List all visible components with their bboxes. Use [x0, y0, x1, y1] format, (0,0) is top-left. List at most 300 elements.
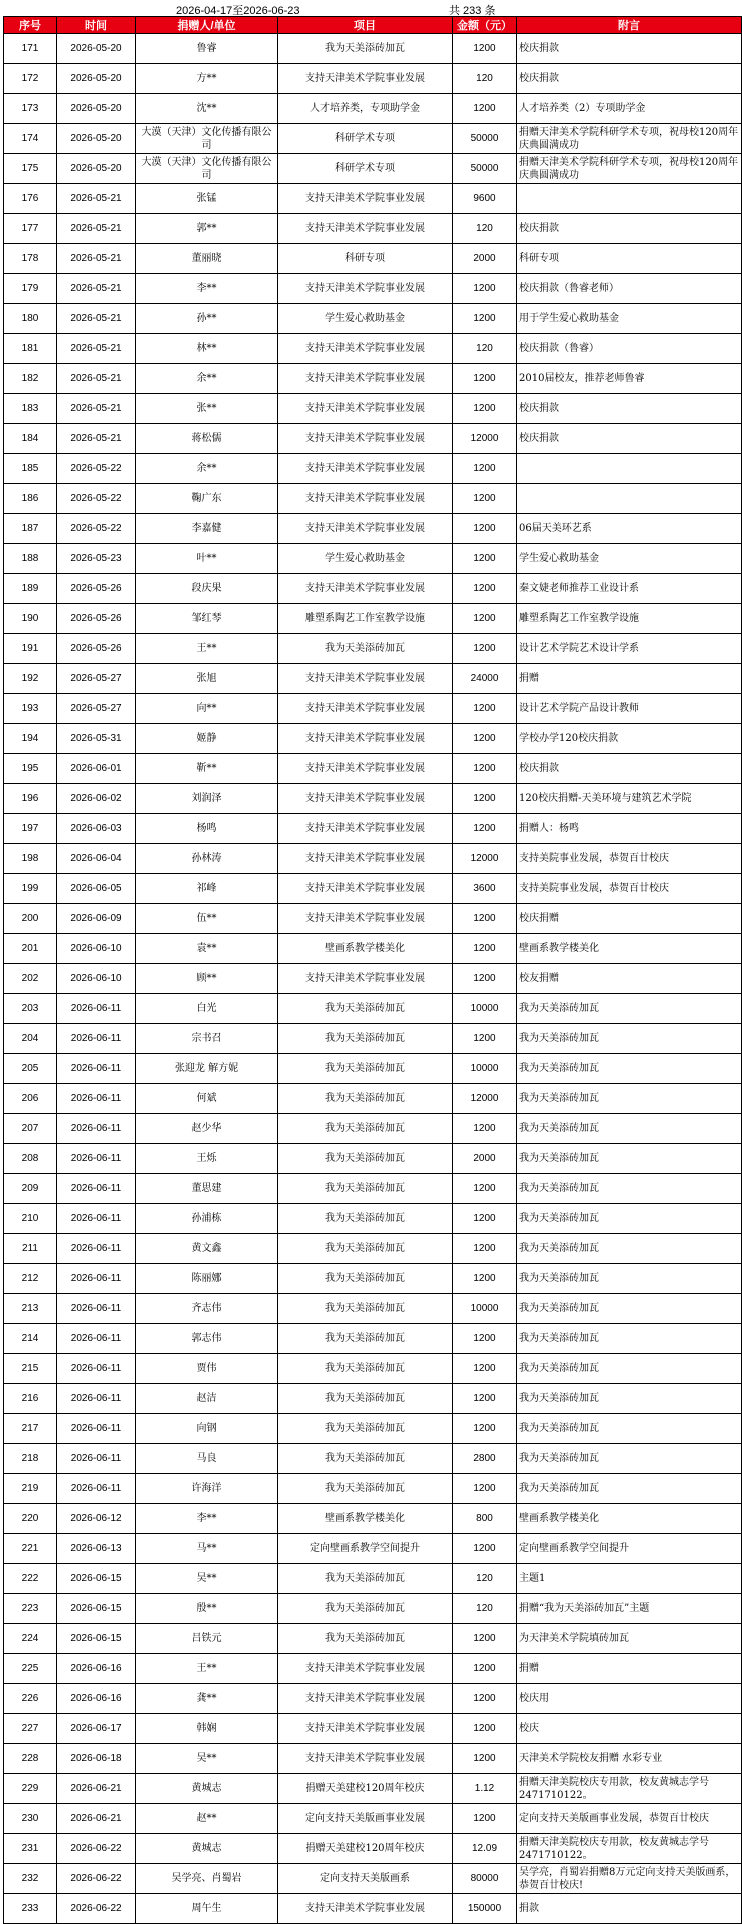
- cell-date: 2026-06-11: [57, 1054, 136, 1084]
- cell-note: 校庆捐款（鲁睿老师）: [517, 274, 742, 304]
- cell-date: 2026-06-16: [57, 1654, 136, 1684]
- cell-project: 支持天津美术学院事业发展: [278, 484, 453, 514]
- table-row: [4, 1474, 742, 1504]
- cell-project: 定向壁画系教学空间提升: [278, 1534, 453, 1564]
- cell-donor: 龚**: [136, 1684, 278, 1714]
- cell-note: [517, 184, 742, 214]
- cell-note: 我为天美添砖加瓦: [517, 1144, 742, 1174]
- table-row: [4, 1264, 742, 1294]
- cell-amount: 1200: [453, 1534, 517, 1564]
- cell-note: 我为天美添砖加瓦: [517, 1474, 742, 1504]
- table-row: [4, 34, 742, 64]
- cell-amount: 1200: [453, 1234, 517, 1264]
- cell-project: 支持天津美术学院事业发展: [278, 1894, 453, 1924]
- table-row: [4, 784, 742, 814]
- cell-index: 184: [4, 424, 57, 454]
- cell-note: 学校办学120校庆捐款: [517, 724, 742, 754]
- cell-amount: 1200: [453, 1804, 517, 1834]
- cell-index: 181: [4, 334, 57, 364]
- cell-project: 支持天津美术学院事业发展: [278, 874, 453, 904]
- cell-index: 191: [4, 634, 57, 664]
- cell-note: 设计艺术学院产品设计教师: [517, 694, 742, 724]
- cell-date: 2026-05-21: [57, 424, 136, 454]
- cell-donor: 伍**: [136, 904, 278, 934]
- cell-note: 校友捐赠: [517, 964, 742, 994]
- cell-project: 支持天津美术学院事业发展: [278, 454, 453, 484]
- table-row: [4, 244, 742, 274]
- cell-note: 学生爱心救助基金: [517, 544, 742, 574]
- cell-index: 187: [4, 514, 57, 544]
- cell-project: 支持天津美术学院事业发展: [278, 394, 453, 424]
- cell-date: 2026-06-22: [57, 1834, 136, 1864]
- cell-donor: 何斌: [136, 1084, 278, 1114]
- cell-donor: 刘润泽: [136, 784, 278, 814]
- cell-project: 我为天美添砖加瓦: [278, 1294, 453, 1324]
- cell-amount: 1200: [453, 1204, 517, 1234]
- cell-donor: 段庆果: [136, 574, 278, 604]
- cell-donor: 李**: [136, 274, 278, 304]
- cell-donor: 向钢: [136, 1414, 278, 1444]
- cell-index: 219: [4, 1474, 57, 1504]
- cell-note: 校庆用: [517, 1684, 742, 1714]
- cell-index: 195: [4, 754, 57, 784]
- cell-amount: 10000: [453, 1054, 517, 1084]
- table-row: [4, 634, 742, 664]
- table-row: [4, 1864, 742, 1894]
- cell-date: 2026-05-27: [57, 664, 136, 694]
- cell-donor: 齐志伟: [136, 1294, 278, 1324]
- cell-project: 支持天津美术学院事业发展: [278, 814, 453, 844]
- cell-project: 科研专项: [278, 244, 453, 274]
- cell-date: 2026-05-26: [57, 634, 136, 664]
- cell-project: 我为天美添砖加瓦: [278, 1024, 453, 1054]
- cell-date: 2026-06-11: [57, 1384, 136, 1414]
- cell-project: 支持天津美术学院事业发展: [278, 844, 453, 874]
- date-range: 2026-04-17至2026-06-23: [176, 5, 300, 17]
- cell-date: 2026-06-11: [57, 1354, 136, 1384]
- cell-index: 200: [4, 904, 57, 934]
- cell-note: 我为天美添砖加瓦: [517, 1114, 742, 1144]
- cell-donor: 叶**: [136, 544, 278, 574]
- cell-amount: 1200: [453, 544, 517, 574]
- table-row: [4, 694, 742, 724]
- cell-project: 支持天津美术学院事业发展: [278, 754, 453, 784]
- cell-note: 吴学亮，肖蜀岩捐赠8万元定向支持天美版画系，恭贺百廿校庆!: [517, 1864, 742, 1894]
- table-row: [4, 1894, 742, 1924]
- cell-donor: 余**: [136, 364, 278, 394]
- cell-date: 2026-06-11: [57, 1264, 136, 1294]
- cell-index: 210: [4, 1204, 57, 1234]
- cell-amount: 1200: [453, 754, 517, 784]
- cell-amount: 120: [453, 64, 517, 94]
- cell-index: 229: [4, 1774, 57, 1804]
- cell-amount: 1200: [453, 1024, 517, 1054]
- cell-date: 2026-06-09: [57, 904, 136, 934]
- table-row: [4, 1234, 742, 1264]
- cell-note: 支持美院事业发展，恭贺百廿校庆: [517, 844, 742, 874]
- cell-index: 214: [4, 1324, 57, 1354]
- table-row: [4, 1324, 742, 1354]
- cell-index: 174: [4, 124, 57, 154]
- table-row: [4, 364, 742, 394]
- table-row: [4, 724, 742, 754]
- cell-amount: 12000: [453, 844, 517, 874]
- cell-note: 主题1: [517, 1564, 742, 1594]
- cell-donor: 孙浦栋: [136, 1204, 278, 1234]
- cell-amount: 1200: [453, 1174, 517, 1204]
- cell-index: 197: [4, 814, 57, 844]
- cell-donor: 张**: [136, 394, 278, 424]
- cell-project: 支持天津美术学院事业发展: [278, 214, 453, 244]
- cell-project: 学生爱心救助基金: [278, 304, 453, 334]
- table-row: [4, 394, 742, 424]
- cell-note: 捐赠: [517, 1654, 742, 1684]
- table-row: [4, 1564, 742, 1594]
- table-row: [4, 964, 742, 994]
- cell-project: 支持天津美术学院事业发展: [278, 964, 453, 994]
- cell-amount: 120: [453, 1594, 517, 1624]
- table-row: [4, 1084, 742, 1114]
- cell-date: 2026-05-21: [57, 394, 136, 424]
- cell-date: 2026-05-21: [57, 274, 136, 304]
- cell-project: 支持天津美术学院事业发展: [278, 574, 453, 604]
- cell-index: 196: [4, 784, 57, 814]
- cell-note: 捐赠人：杨鸣: [517, 814, 742, 844]
- cell-project: 支持天津美术学院事业发展: [278, 364, 453, 394]
- cell-amount: 1200: [453, 1354, 517, 1384]
- cell-donor: 杨鸣: [136, 814, 278, 844]
- cell-amount: 50000: [453, 124, 517, 154]
- cell-index: 207: [4, 1114, 57, 1144]
- cell-date: 2026-06-15: [57, 1594, 136, 1624]
- cell-amount: 1200: [453, 274, 517, 304]
- cell-note: 我为天美添砖加瓦: [517, 1384, 742, 1414]
- cell-index: 190: [4, 604, 57, 634]
- cell-date: 2026-06-21: [57, 1804, 136, 1834]
- cell-date: 2026-06-04: [57, 844, 136, 874]
- cell-amount: 10000: [453, 994, 517, 1024]
- cell-project: 支持天津美术学院事业发展: [278, 1654, 453, 1684]
- cell-donor: 吴**: [136, 1744, 278, 1774]
- cell-note: 校庆捐款: [517, 64, 742, 94]
- cell-date: 2026-06-11: [57, 994, 136, 1024]
- cell-amount: 1200: [453, 1264, 517, 1294]
- table-row: [4, 604, 742, 634]
- cell-donor: 张迎龙 解方妮: [136, 1054, 278, 1084]
- cell-project: 支持天津美术学院事业发展: [278, 184, 453, 214]
- cell-index: 230: [4, 1804, 57, 1834]
- cell-note: 我为天美添砖加瓦: [517, 1234, 742, 1264]
- cell-donor: 马**: [136, 1534, 278, 1564]
- table-row: [4, 994, 742, 1024]
- cell-amount: 150000: [453, 1894, 517, 1924]
- column-header-note: 附言: [517, 17, 742, 34]
- table-row: [4, 934, 742, 964]
- cell-index: 227: [4, 1714, 57, 1744]
- cell-index: 220: [4, 1504, 57, 1534]
- cell-amount: 1200: [453, 394, 517, 424]
- cell-donor: 顾**: [136, 964, 278, 994]
- cell-donor: 大漠（天津）文化传播有限公司: [136, 124, 278, 154]
- cell-amount: 50000: [453, 154, 517, 184]
- cell-date: 2026-06-11: [57, 1084, 136, 1114]
- cell-note: 我为天美添砖加瓦: [517, 1264, 742, 1294]
- cell-amount: 3600: [453, 874, 517, 904]
- cell-project: 我为天美添砖加瓦: [278, 1144, 453, 1174]
- cell-project: 支持天津美术学院事业发展: [278, 664, 453, 694]
- cell-index: 176: [4, 184, 57, 214]
- cell-index: 172: [4, 64, 57, 94]
- cell-project: 我为天美添砖加瓦: [278, 1264, 453, 1294]
- cell-amount: 9600: [453, 184, 517, 214]
- cell-project: 支持天津美术学院事业发展: [278, 514, 453, 544]
- cell-project: 我为天美添砖加瓦: [278, 634, 453, 664]
- column-header-donor: 捐赠人/单位: [136, 17, 278, 34]
- cell-note: 校庆: [517, 1714, 742, 1744]
- cell-index: 225: [4, 1654, 57, 1684]
- cell-amount: 1200: [453, 1624, 517, 1654]
- cell-project: 我为天美添砖加瓦: [278, 1564, 453, 1594]
- cell-index: 221: [4, 1534, 57, 1564]
- cell-donor: 姬静: [136, 724, 278, 754]
- cell-amount: 1200: [453, 34, 517, 64]
- cell-project: 我为天美添砖加瓦: [278, 1474, 453, 1504]
- cell-index: 185: [4, 454, 57, 484]
- cell-index: 224: [4, 1624, 57, 1654]
- cell-project: 支持天津美术学院事业发展: [278, 904, 453, 934]
- cell-amount: 800: [453, 1504, 517, 1534]
- cell-index: 218: [4, 1444, 57, 1474]
- cell-amount: 12.09: [453, 1834, 517, 1864]
- table-row: [4, 1834, 742, 1864]
- table-row: [4, 904, 742, 934]
- cell-amount: 1200: [453, 484, 517, 514]
- cell-date: 2026-05-20: [57, 64, 136, 94]
- cell-note: [517, 454, 742, 484]
- cell-note: 捐赠“我为天美添砖加瓦”主题: [517, 1594, 742, 1624]
- cell-donor: 赵**: [136, 1804, 278, 1834]
- cell-date: 2026-06-10: [57, 934, 136, 964]
- cell-note: 校庆捐款: [517, 424, 742, 454]
- cell-index: 202: [4, 964, 57, 994]
- cell-project: 支持天津美术学院事业发展: [278, 784, 453, 814]
- table-row: [4, 1594, 742, 1624]
- cell-date: 2026-06-12: [57, 1504, 136, 1534]
- table-row: [4, 1774, 742, 1804]
- cell-donor: 袁**: [136, 934, 278, 964]
- table-row: [4, 1114, 742, 1144]
- cell-project: 科研学术专项: [278, 124, 453, 154]
- cell-note: 我为天美添砖加瓦: [517, 994, 742, 1024]
- cell-donor: 董丽晓: [136, 244, 278, 274]
- cell-donor: 吴**: [136, 1564, 278, 1594]
- cell-project: 定向支持天美版画系: [278, 1864, 453, 1894]
- cell-donor: 李**: [136, 1504, 278, 1534]
- table-row: [4, 664, 742, 694]
- cell-donor: 郭**: [136, 214, 278, 244]
- cell-donor: 韩娴: [136, 1714, 278, 1744]
- cell-date: 2026-06-18: [57, 1744, 136, 1774]
- cell-index: 226: [4, 1684, 57, 1714]
- table-row: [4, 1804, 742, 1834]
- donation-table: [3, 16, 742, 1924]
- cell-donor: 殷**: [136, 1594, 278, 1624]
- cell-note: 捐赠: [517, 664, 742, 694]
- cell-project: 我为天美添砖加瓦: [278, 1054, 453, 1084]
- cell-amount: 120: [453, 214, 517, 244]
- cell-donor: 鲁睿: [136, 34, 278, 64]
- cell-project: 我为天美添砖加瓦: [278, 1204, 453, 1234]
- table-row: [4, 814, 742, 844]
- cell-index: 182: [4, 364, 57, 394]
- cell-date: 2026-06-11: [57, 1324, 136, 1354]
- cell-amount: 1200: [453, 934, 517, 964]
- cell-note: 校庆捐款: [517, 34, 742, 64]
- cell-note: 我为天美添砖加瓦: [517, 1294, 742, 1324]
- cell-project: 支持天津美术学院事业发展: [278, 1684, 453, 1714]
- cell-project: 我为天美添砖加瓦: [278, 994, 453, 1024]
- cell-date: 2026-06-11: [57, 1174, 136, 1204]
- cell-amount: 24000: [453, 664, 517, 694]
- cell-date: 2026-06-11: [57, 1024, 136, 1054]
- table-row: [4, 1654, 742, 1684]
- cell-project: 我为天美添砖加瓦: [278, 1594, 453, 1624]
- cell-note: 校庆捐款: [517, 214, 742, 244]
- cell-note: 设计艺术学院艺术设计学系: [517, 634, 742, 664]
- cell-note: 我为天美添砖加瓦: [517, 1054, 742, 1084]
- table-row: [4, 154, 742, 184]
- table-row: [4, 1054, 742, 1084]
- cell-project: 支持天津美术学院事业发展: [278, 274, 453, 304]
- cell-date: 2026-06-15: [57, 1624, 136, 1654]
- cell-index: 192: [4, 664, 57, 694]
- cell-amount: 1200: [453, 454, 517, 484]
- cell-project: 我为天美添砖加瓦: [278, 1324, 453, 1354]
- cell-note: 捐赠天津美术学院科研学术专项，祝母校120周年庆典圆满成功: [517, 154, 742, 184]
- table-row: [4, 184, 742, 214]
- table-row: [4, 1024, 742, 1054]
- cell-note: 支持美院事业发展，恭贺百廿校庆: [517, 874, 742, 904]
- cell-amount: 10000: [453, 1294, 517, 1324]
- table-row: [4, 1384, 742, 1414]
- table-row: [4, 874, 742, 904]
- cell-donor: 蒋松儒: [136, 424, 278, 454]
- cell-donor: 王**: [136, 634, 278, 664]
- cell-project: 我为天美添砖加瓦: [278, 1084, 453, 1114]
- cell-project: 我为天美添砖加瓦: [278, 34, 453, 64]
- table-row: [4, 1624, 742, 1654]
- cell-date: 2026-05-22: [57, 454, 136, 484]
- cell-index: 212: [4, 1264, 57, 1294]
- cell-note: 捐赠天津美院校庆专用款，校友黄城志学号2471710122。: [517, 1834, 742, 1864]
- table-row: [4, 64, 742, 94]
- cell-note: 校庆捐款: [517, 394, 742, 424]
- cell-project: 支持天津美术学院事业发展: [278, 694, 453, 724]
- table-row: [4, 1744, 742, 1774]
- cell-project: 支持天津美术学院事业发展: [278, 334, 453, 364]
- cell-date: 2026-06-10: [57, 964, 136, 994]
- cell-note: 为天津美术学院填砖加瓦: [517, 1624, 742, 1654]
- table-row: [4, 844, 742, 874]
- cell-note: 捐赠天津美术学院科研学术专项，祝母校120周年庆典圆满成功: [517, 124, 742, 154]
- cell-amount: 1200: [453, 964, 517, 994]
- cell-date: 2026-06-11: [57, 1444, 136, 1474]
- cell-donor: 王烁: [136, 1144, 278, 1174]
- column-header-project: 项目: [278, 17, 453, 34]
- cell-donor: 许海洋: [136, 1474, 278, 1504]
- cell-project: 壁画系教学楼美化: [278, 934, 453, 964]
- table-row: [4, 574, 742, 604]
- cell-project: 学生爱心救助基金: [278, 544, 453, 574]
- cell-amount: 1200: [453, 904, 517, 934]
- table-row: [4, 544, 742, 574]
- cell-date: 2026-05-20: [57, 94, 136, 124]
- cell-date: 2026-05-23: [57, 544, 136, 574]
- cell-index: 173: [4, 94, 57, 124]
- cell-note: 定向支持天美版画事业发展，恭贺百廿校庆: [517, 1804, 742, 1834]
- cell-donor: 陈丽娜: [136, 1264, 278, 1294]
- cell-project: 我为天美添砖加瓦: [278, 1384, 453, 1414]
- cell-date: 2026-05-21: [57, 364, 136, 394]
- cell-donor: 赵少华: [136, 1114, 278, 1144]
- cell-amount: 2000: [453, 1144, 517, 1174]
- table-row: [4, 454, 742, 484]
- cell-amount: 1200: [453, 1114, 517, 1144]
- cell-index: 183: [4, 394, 57, 424]
- cell-date: 2026-05-31: [57, 724, 136, 754]
- cell-amount: 1200: [453, 784, 517, 814]
- cell-index: 217: [4, 1414, 57, 1444]
- cell-project: 我为天美添砖加瓦: [278, 1624, 453, 1654]
- cell-amount: 12000: [453, 424, 517, 454]
- cell-amount: 12000: [453, 1084, 517, 1114]
- cell-amount: 1200: [453, 814, 517, 844]
- cell-index: 201: [4, 934, 57, 964]
- cell-donor: 吴学亮、肖蜀岩: [136, 1864, 278, 1894]
- cell-amount: 1200: [453, 304, 517, 334]
- table-row: [4, 1444, 742, 1474]
- cell-date: 2026-06-02: [57, 784, 136, 814]
- cell-amount: 1200: [453, 94, 517, 124]
- cell-donor: 大漠（天津）文化传播有限公司: [136, 154, 278, 184]
- cell-index: 213: [4, 1294, 57, 1324]
- cell-index: 204: [4, 1024, 57, 1054]
- cell-note: 用于学生爱心救助基金: [517, 304, 742, 334]
- cell-index: 208: [4, 1144, 57, 1174]
- cell-donor: 宗书召: [136, 1024, 278, 1054]
- cell-date: 2026-06-13: [57, 1534, 136, 1564]
- cell-index: 228: [4, 1744, 57, 1774]
- cell-donor: 董思建: [136, 1174, 278, 1204]
- cell-amount: 1200: [453, 1684, 517, 1714]
- cell-date: 2026-06-03: [57, 814, 136, 844]
- cell-donor: 赵洁: [136, 1384, 278, 1414]
- cell-donor: 白光: [136, 994, 278, 1024]
- table-row: [4, 424, 742, 454]
- cell-date: 2026-05-22: [57, 514, 136, 544]
- cell-amount: 1200: [453, 1744, 517, 1774]
- table-row: [4, 94, 742, 124]
- cell-note: 我为天美添砖加瓦: [517, 1324, 742, 1354]
- cell-donor: 黄城志: [136, 1774, 278, 1804]
- cell-project: 我为天美添砖加瓦: [278, 1114, 453, 1144]
- cell-date: 2026-06-22: [57, 1864, 136, 1894]
- cell-date: 2026-06-11: [57, 1294, 136, 1324]
- cell-index: 211: [4, 1234, 57, 1264]
- cell-amount: 2000: [453, 244, 517, 274]
- cell-note: 120校庆捐赠-天美环境与建筑艺术学院: [517, 784, 742, 814]
- cell-amount: 1200: [453, 694, 517, 724]
